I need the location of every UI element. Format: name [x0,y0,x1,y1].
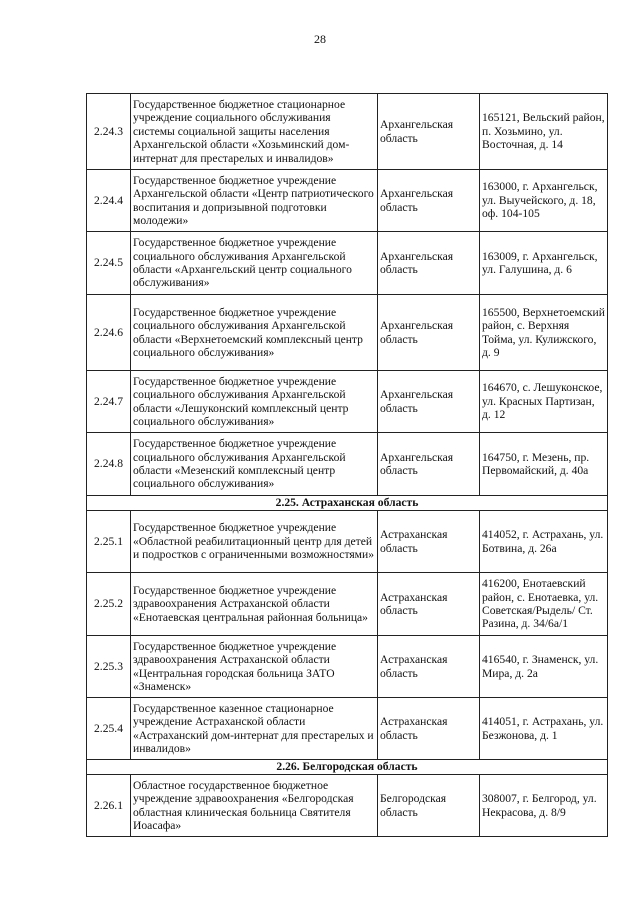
region-name: Астраханская область [378,511,480,573]
table-row [87,94,608,170]
address: 416540, г. Знаменск, ул. Мира, д. 2а [480,636,608,698]
region-name: Астраханская область [378,636,480,698]
section-header [87,760,608,775]
institution-name: Государственное казенное стационарное учреждение Астраханской области «Астраханский дом-интернат для престарелых и инвалидов» [131,698,378,760]
address: 414052, г. Астрахань, ул. Ботвина, д. 26а [480,511,608,573]
address: 416200, Енотаевский район, с. Енотаевка, ул. Советская/Рыдель/ Ст. Разина, д. 34/6а/1 [480,573,608,636]
table-row [87,775,608,837]
table-row [87,636,608,698]
row-number: 2.25.4 [87,698,131,760]
row-number: 2.26.1 [87,775,131,837]
region-name: Астраханская область [378,573,480,636]
table-row [87,511,608,573]
institution-name: Государственное бюджетное учреждение «Областной реабилитационный центр для детей и подростков с ограниченными возможностями» [131,511,378,573]
row-number: 2.25.1 [87,511,131,573]
row-number: 2.25.2 [87,573,131,636]
region-name: Астраханская область [378,698,480,760]
address: 164670, с. Лешуконское, ул. Красных Партизан, д. 12 [480,371,608,433]
region-name: Архангельская область [378,94,480,170]
address: 163000, г. Архангельск, ул. Выучейского, д. 18, оф. 104-105 [480,170,608,232]
institution-name: Государственное бюджетное учреждение здравоохранения Астраханской области «Центральная городская больница ЗАТО «Знаменск» [131,636,378,698]
institution-name: Государственное бюджетное учреждение Архангельской области «Центр патриотического воспитания и допризывной подготовки молодежи» [131,170,378,232]
institution-name: Государственное бюджетное учреждение здравоохранения Астраханской области «Енотаевская центральная районная больница» [131,573,378,636]
institution-name: Государственное бюджетное учреждение социального обслуживания Архангельской области «Лешуконский комплексный центр социального обслуживания» [131,371,378,433]
row-number: 2.24.7 [87,371,131,433]
address: 163009, г. Архангельск, ул. Галушина, д. 6 [480,232,608,295]
address: 165121, Вельский район, п. Хозьмино, ул. Восточная, д. 14 [480,94,608,170]
region-name: Архангельская область [378,170,480,232]
institution-name: Государственное бюджетное учреждение социального обслуживания Архангельской области «Мезенский комплексный центр социального обслуживания» [131,433,378,496]
table-row [87,295,608,371]
institution-name: Государственное бюджетное стационарное учреждение социального обслуживания системы социальной защиты населения Архангельской области «Хозьминский дом-интернат для престарелых и инвалидов» [131,94,378,170]
table-row [87,433,608,496]
row-number: 2.24.8 [87,433,131,496]
region-name: Белгородская область [378,775,480,837]
table-row [87,170,608,232]
row-number: 2.24.4 [87,170,131,232]
section-header [87,496,608,511]
address: 414051, г. Астрахань, ул. Безжонова, д. 1 [480,698,608,760]
address: 308007, г. Белгород, ул. Некрасова, д. 8/9 [480,775,608,837]
row-number: 2.25.3 [87,636,131,698]
region-name: Архангельская область [378,371,480,433]
address: 164750, г. Мезень, пр. Первомайский, д. 40а [480,433,608,496]
region-name: Архангельская область [378,232,480,295]
table-row [87,573,608,636]
institution-name: Государственное бюджетное учреждение социального обслуживания Архангельской области «Верхнетоемский комплексный центр социального обслуживания» [131,295,378,371]
address: 165500, Верхнетоемский район, с. Верхняя Тойма, ул. Кулижского, д. 9 [480,295,608,371]
section-title: 2.25. Астраханская область [87,496,608,511]
row-number: 2.24.5 [87,232,131,295]
region-name: Архангельская область [378,295,480,371]
section-title: 2.26. Белгородская область [87,760,608,775]
row-number: 2.24.3 [87,94,131,170]
table-row [87,371,608,433]
registry-table [86,93,608,837]
region-name: Архангельская область [378,433,480,496]
page-number: 28 [314,32,326,46]
institution-name: Государственное бюджетное учреждение социального обслуживания Архангельской области «Архангельский центр социального обслуживания» [131,232,378,295]
table-row [87,698,608,760]
row-number: 2.24.6 [87,295,131,371]
institution-name: Областное государственное бюджетное учреждение здравоохранения «Белгородская областная клиническая больница Святителя Иоасафа» [131,775,378,837]
table-row [87,232,608,295]
